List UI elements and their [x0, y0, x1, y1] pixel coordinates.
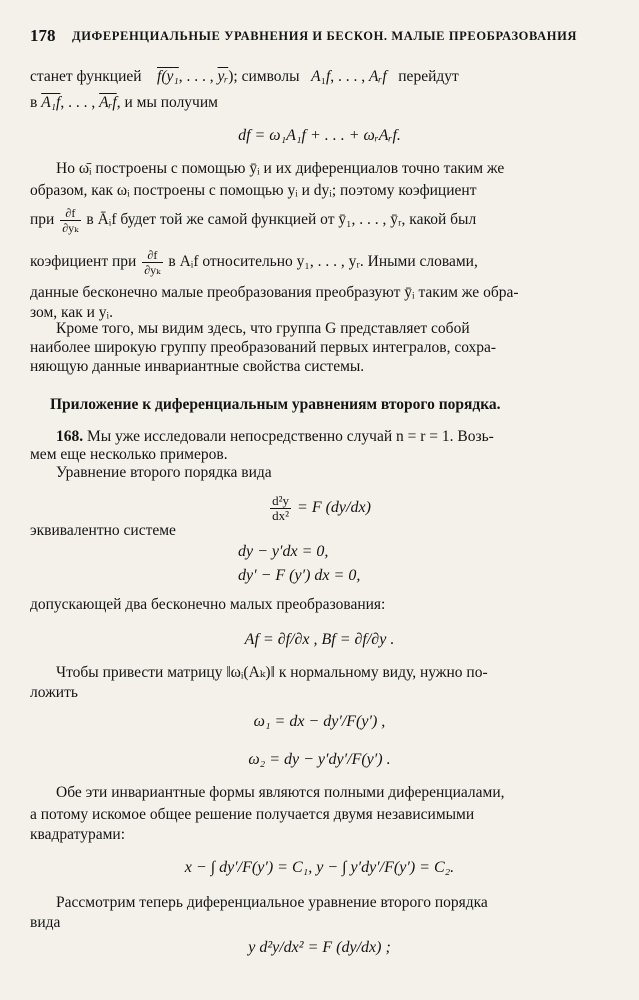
equation: dy′ − F (y′) dx = 0,: [238, 567, 361, 584]
text-line: мем еще несколько примеров.: [30, 446, 228, 463]
text-line: а потому искомое общее решение получается двумя независимыми: [30, 806, 475, 823]
equation: x − ∫ dy′/F(y′) = C₁, y − ∫ y′dy′/F(y′) = C₂.: [184, 859, 455, 876]
text-line: образом, как ωᵢ построены с помощью yᵢ и dyᵢ; поэтому коэфициент: [30, 182, 477, 199]
equation: df = ω₁A₁f + . . . + ωᵣAᵣf.: [238, 127, 401, 144]
text-line: данные бесконечно малые преобразования преобразуют ȳᵢ таким же обра-: [30, 284, 519, 301]
text-line: наиболее широкую группу преобразований первых интегралов, сохра-: [30, 339, 497, 356]
text-line: вида: [30, 914, 61, 931]
equation: ω₂ = dy − y′dy′/F(y′) .: [248, 751, 391, 768]
text-line: при $\frac{\partial f}{\text{∂yₖ}}$ в Āᵢf будет той же самой функцией от ȳ₁, . . . , ȳᵣ, какой был: [30, 206, 477, 235]
text-line: няющую данные инвариантные свойства системы.: [30, 358, 365, 375]
running-title: ДИФЕРЕНЦИАЛЬНЫЕ УРАВНЕНИЯ И БЕСКОН. МАЛЫЕ ПРЕОБРАЗОВАНИЯ: [72, 29, 578, 43]
text-line: 168. Мы уже исследовали непосредственно случай n = r = 1. Возь-: [56, 428, 494, 445]
text-line: Чтобы привести матрицу ‖ωᵢ(Aₖ)‖ к нормальному виду, нужно по-: [56, 664, 488, 681]
text-line: Кроме того, мы видим здесь, что группа G представляет собой: [56, 320, 470, 337]
text-line: Рассмотрим теперь диференциальное уравнение второго порядка: [56, 894, 488, 911]
equation: Af = ∂f/∂x , Bf = ∂f/∂y .: [244, 631, 395, 648]
text-line: в A₁f, . . . , $\overline{Aᵣf}$, и мы получим: [30, 94, 218, 111]
equation: y d²y/dx² = F (dy/dx) ;: [248, 939, 391, 956]
text-line: Уравнение второго порядка вида: [56, 464, 272, 481]
fraction: $\frac{\partial f}{\text{∂yₖ}}$: [62, 206, 79, 235]
fraction: $\frac{\partial f}{\text{∂yₖ}}$: [144, 248, 161, 277]
text-line: станет функцией f(y₁, . . . , $\overline{yᵣ}$); символы A₁f, . . . , Aᵣf перейдут: [30, 68, 459, 85]
page-number: 178: [30, 26, 56, 45]
section-title: Приложение к диференциальным уравнениям второго порядка.: [50, 396, 501, 413]
text-line: коэфициент при $\frac{\partial f}{\text{∂yₖ}}$ в Aᵢf относительно y₁, . . . , yᵣ. Иными словами,: [30, 248, 478, 277]
text-line: допускающей два бесконечно малых преобразования:: [30, 596, 386, 613]
page-header: [30, 26, 610, 48]
text-line: зом, как и yᵢ.: [30, 304, 113, 321]
equation: dy − y′dx = 0,: [238, 543, 329, 560]
equation: ω₁ = dx − dy′/F(y′) ,: [253, 713, 386, 730]
text-line: эквивалентно системе: [30, 522, 176, 539]
text-line: ложить: [30, 684, 78, 701]
text-line: Но ω̄ᵢ построены с помощью ȳᵢ и их диференциалов точно таким же: [56, 160, 505, 177]
equation: $\frac{\text{d²y}}{\text{dx²}}$ = F (dy/dx): [272, 493, 371, 523]
text-line: квадратурами:: [30, 826, 125, 843]
text-line: Обе эти инвариантные формы являются полными диференциалами,: [56, 784, 505, 801]
